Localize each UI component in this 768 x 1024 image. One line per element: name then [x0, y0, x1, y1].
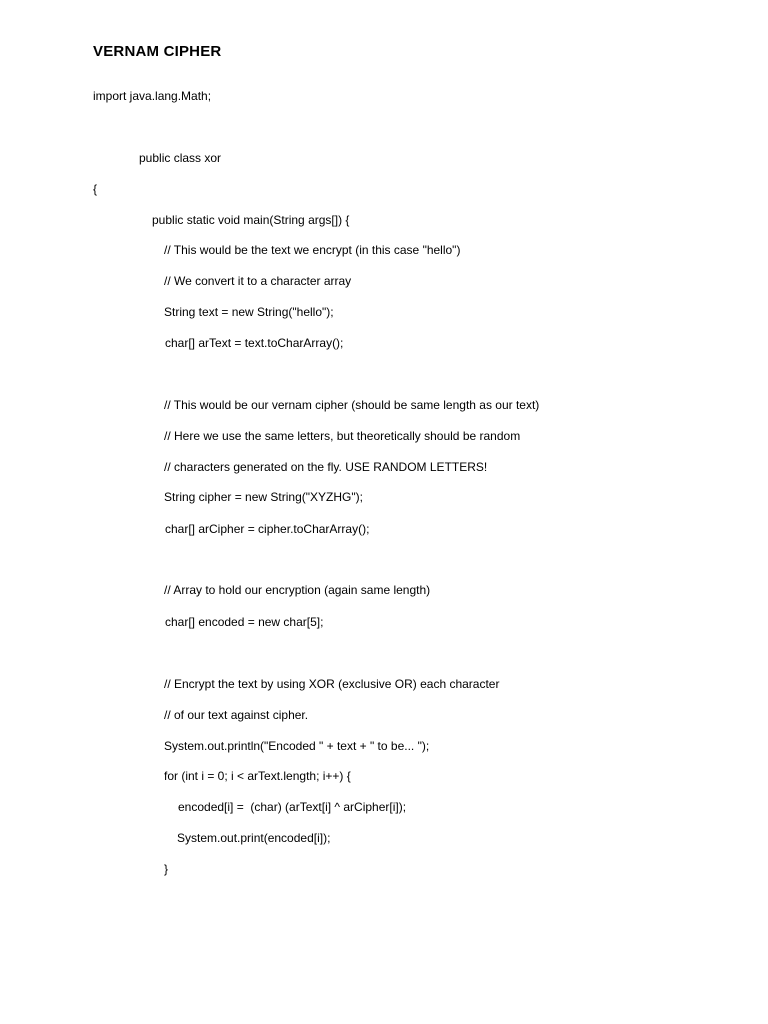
- code-line-close-brace: }: [164, 862, 169, 876]
- code-for-loop-line: for (int i = 0; i < arText.length; i++) {: [164, 769, 351, 783]
- code-comment-line: // We convert it to a character array: [164, 274, 352, 288]
- code-comment-line: // characters generated on the fly. USE RANDOM LETTERS!: [164, 460, 488, 474]
- code-comment-line: // of our text against cipher.: [164, 708, 309, 722]
- code-line-main-method: public static void main(String args[]) {: [152, 213, 350, 227]
- code-line-open-brace: {: [93, 182, 98, 196]
- code-statement-line: String cipher = new String("XYZHG");: [164, 490, 363, 504]
- code-comment-line: // Array to hold our encryption (again same length): [164, 583, 431, 597]
- code-comment-line: // Encrypt the text by using XOR (exclusive OR) each character: [164, 677, 500, 691]
- page-title: VERNAM CIPHER: [93, 43, 222, 60]
- code-statement-line: System.out.print(encoded[i]);: [177, 831, 331, 845]
- code-comment-line: // This would be our vernam cipher (should be same length as our text): [164, 398, 540, 412]
- code-comment-line: // This would be the text we encrypt (in this case "hello"): [164, 243, 461, 257]
- code-statement-line: char[] encoded = new char[5];: [165, 615, 324, 629]
- code-statement-line: encoded[i] = (char) (arText[i] ^ arCipher[i]);: [178, 800, 407, 814]
- code-line-class-declaration: public class xor: [139, 151, 222, 165]
- code-comment-line: // Here we use the same letters, but theoretically should be random: [164, 429, 521, 443]
- code-line-import: import java.lang.Math;: [93, 89, 212, 103]
- code-statement-line: char[] arCipher = cipher.toCharArray();: [165, 522, 370, 536]
- code-statement-line: System.out.println("Encoded " + text + " to be... ");: [164, 739, 430, 753]
- code-statement-line: char[] arText = text.toCharArray();: [165, 336, 344, 350]
- code-statement-line: String text = new String("hello");: [164, 305, 334, 319]
